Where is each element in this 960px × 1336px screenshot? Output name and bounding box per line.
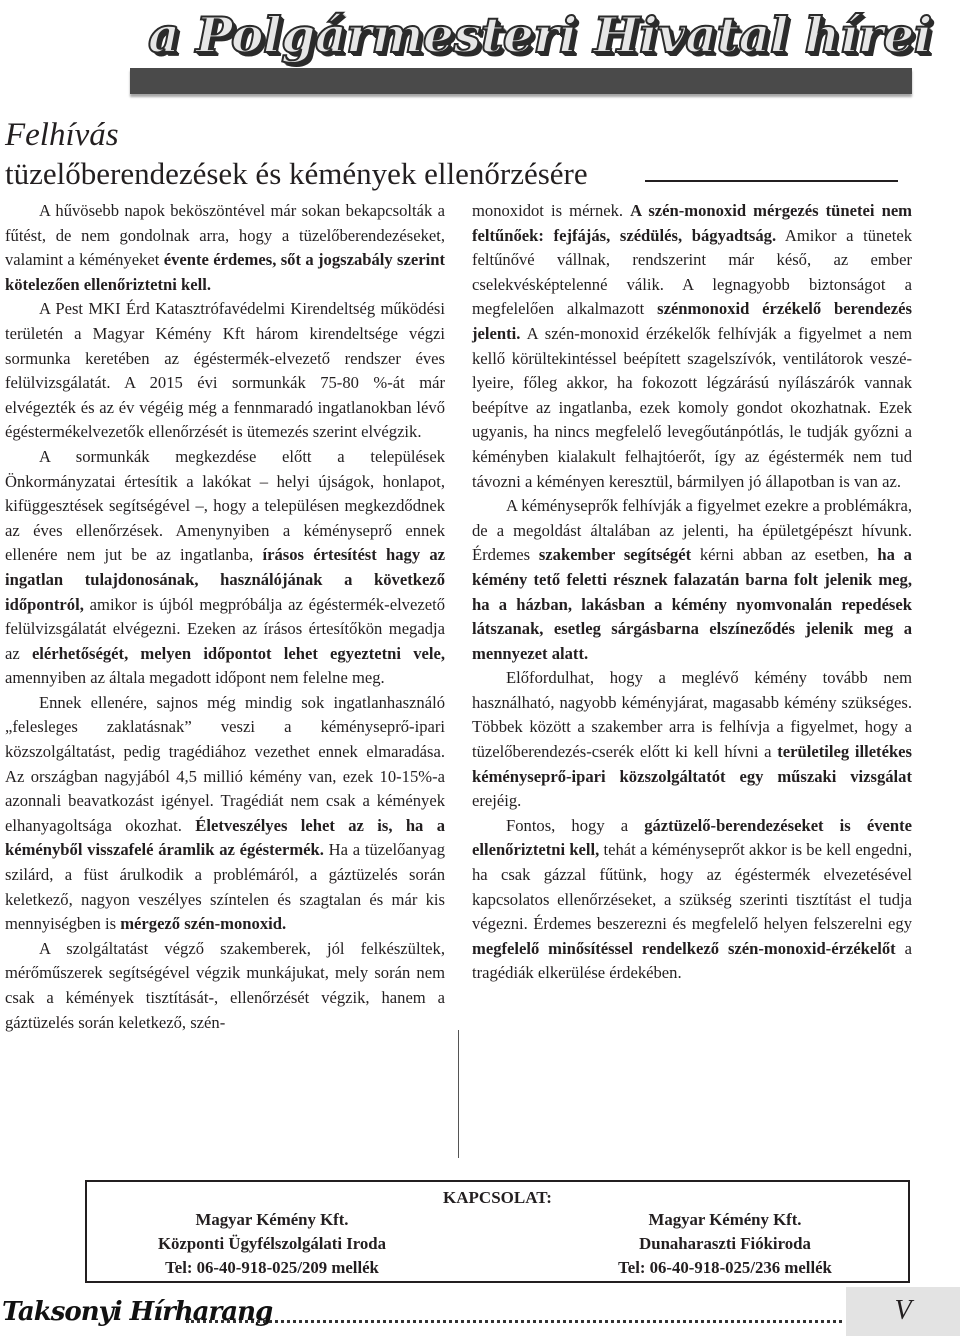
masthead	[0, 0, 960, 100]
paragraph: A hűvösebb napok beköszöntével már sokan bekapcsolták a fűtést, de nem gondolnak arra, hogy a tüzelőberendezéseket, valamint a kéményeket évente érdemes, sőt a jogszabály szerint kötelezően ellenőriztetni kell.	[5, 201, 445, 294]
office-name: Dunaharaszti Fiókiroda	[639, 1234, 811, 1254]
phone-number: Tel: 06-40-918-025/236 mellék	[618, 1258, 832, 1278]
headline-rule	[645, 180, 898, 182]
publication-logo: Taksonyi Hírharang	[2, 1297, 273, 1327]
paragraph: Előfordulhat, hogy a meglévő kémény tovább nem használható, nagyobb kéményjárat, magasabb kémény szükséges. Többek között a szakember arra is felhívja a figyelmet, hogy a tüzelőberendezés-cserék előtt ki kell hívni a területileg illetékes kéményseprő-ipari közszolgáltatót egy műszaki vizsgálat erejéig.	[472, 668, 912, 811]
paragraph: Fontos, hogy a gáztüzelő-berendezéseket is évente ellenőriztetni kell, tehát a kéményseprőt akkor is be kell engedni, ha csak gázzal fűtünk, hogy az égéstermék elvezetésével kapcsolatos ellenőrzéseket, a szükség szerinti tisztítást el tudja végezni. Érdemes beszerezni és megfelelő helyen felszerelni egy megfelelő minősítéssel rendelkező szén-monoxid-érzékelőt a tragédiák elkerülése érdekében.	[472, 815, 912, 983]
article-column-left	[5, 199, 445, 1159]
contact-box	[85, 1180, 910, 1283]
paragraph: monoxidot is mérnek. A szén-monoxid mérgezés tünetei nem feltűnőek: fejfájás, szédülés, bágyadtság. Amikor a tünetek feltűnővé vállnak, rendszerint már késő, az ember cselekvésképtelenné válik. A legnagyobb biztonságot a megfelelően alkalmazott szénmonoxid érzékelő berendezés jelenti. A szén-monoxid érzékelők felhívják a figyelmet a nem kellő körültekintéssel beépített szagelszívók, ventilátorok veszélyeire, főleg akkor, ha fokozott légzárású nyílászárók vannak beépítve az ingatlanba, ezek komoly gondot okozhatnak. Ezek ugyanis, ha nincs megfelelő levegőutánpótlás, le tudják győzni a kéményben kialakult felhajtóerőt, így az égéstermék nem tud távozni a kéményen keresztül, bármilyen jó állapotban is van az.	[472, 201, 913, 491]
contact-title: KAPCSOLAT:	[443, 1188, 552, 1207]
page-number-box	[846, 1287, 960, 1336]
paragraph: Ennek ellenére, sajnos még mindig sok ingatlanhasználó „felesleges zaklatásnak” veszi a kéményseprő-ipari közszolgáltatást, pedig tragédiához vezethet ennek elmaradása. Az országban nagyjából 4,5 millió kémény van, ezek 10-15%-a azonnali beavatkozást igényel. Tragédiát nem csak a kémények elhanyagoltsága okozhat. Életveszélyes lehet az is, ha a kéményből visszafelé áramlik az égéstermék. Ha a tüzelőanyag szilárd, a füst árulkodik a problémáról, a gáztüzelés során keletkező, nagyon veszélyes színtelen és szagtalan és már kis mennyiségben is mérgező szén-monoxid.	[5, 692, 445, 934]
paragraph: A Pest MKI Érd Katasztrófavédelmi Kirendeltség működési területén a Magyar Kémény Kft három kirendeltsége végzi sormunka keretében az égéstermék-elvezető rendszer éves felülvizsgálatát. A 2015 évi sormunkák 75-80 %-át már elvégezték és az év végéig még a fennmaradó ingatlanokban lévő égéstermékelvezetők ellenőrzését is ütemezés szerint elvégzik.	[5, 299, 445, 442]
column-divider	[458, 1030, 459, 1158]
page-number: V	[894, 1295, 912, 1326]
contact-central-office	[92, 1208, 452, 1281]
masthead-title: a Polgármesteri Hivatal hírei	[148, 6, 932, 64]
paragraph: A szolgáltatást végző szakemberek, jól felkészültek, mérőműszerek segítségével végzik munkájukat, mely során nem csak a kémények tisztítását-, ellenőrzését végzik, hanem a gáztüzelés során keletkező, szén-	[5, 938, 445, 1032]
contact-branch-office	[545, 1208, 905, 1281]
company-name: Magyar Kémény Kft.	[195, 1210, 349, 1229]
paragraph: A sormunkák megkezdése előtt a települések Önkormányzatai értesítik a lakókat – helyi újságok, honlapot, kifüggesztések segítségével –, hogy a településen megkezdődnek az éves ellenőrzések. Amenynyiben a kéményseprő ennek ellenére nem jut be az ingatlanba, írásos értesítést hagy az ingatlan tulajdonosának, használójának a következő időpontról, amikor is újból megpróbálja az égéstermék-elvezető felülvizsgálatát elvégezni. Ezeken az írásos értesítőkön megadja az elérhetőségét, melyen időpontot lehet egyeztetni vele, amennyiben az általa megadott időpont nem felelne meg.	[5, 446, 445, 688]
paragraph: A kéményseprők felhívják a figyelmet ezekre a problémákra, de a megoldást általában az jelenti, ha épületgépészt hívunk. Érdemes szakember segítségét kérni abban az esetben, ha a kémény tető feletti résznek falazatán barna folt jelenik meg, ha a házban, lakásban a kémény nyomvonalán repedések látszanak, esetleg sárgásbarna elszíneződés jelenik meg a mennyezet alatt.	[472, 496, 912, 663]
phone-number: Tel: 06-40-918-025/209 mellék	[165, 1258, 379, 1278]
company-name: Magyar Kémény Kft.	[648, 1210, 802, 1229]
footer-dotted-rule	[186, 1320, 842, 1323]
article-column-right	[472, 199, 912, 1139]
article-title: Felhívás	[5, 117, 119, 153]
article-subtitle: tüzelőberendezések és kémények ellenőrzésére	[5, 156, 588, 191]
office-name: Központi Ügyfélszolgálati Iroda	[157, 1234, 387, 1254]
